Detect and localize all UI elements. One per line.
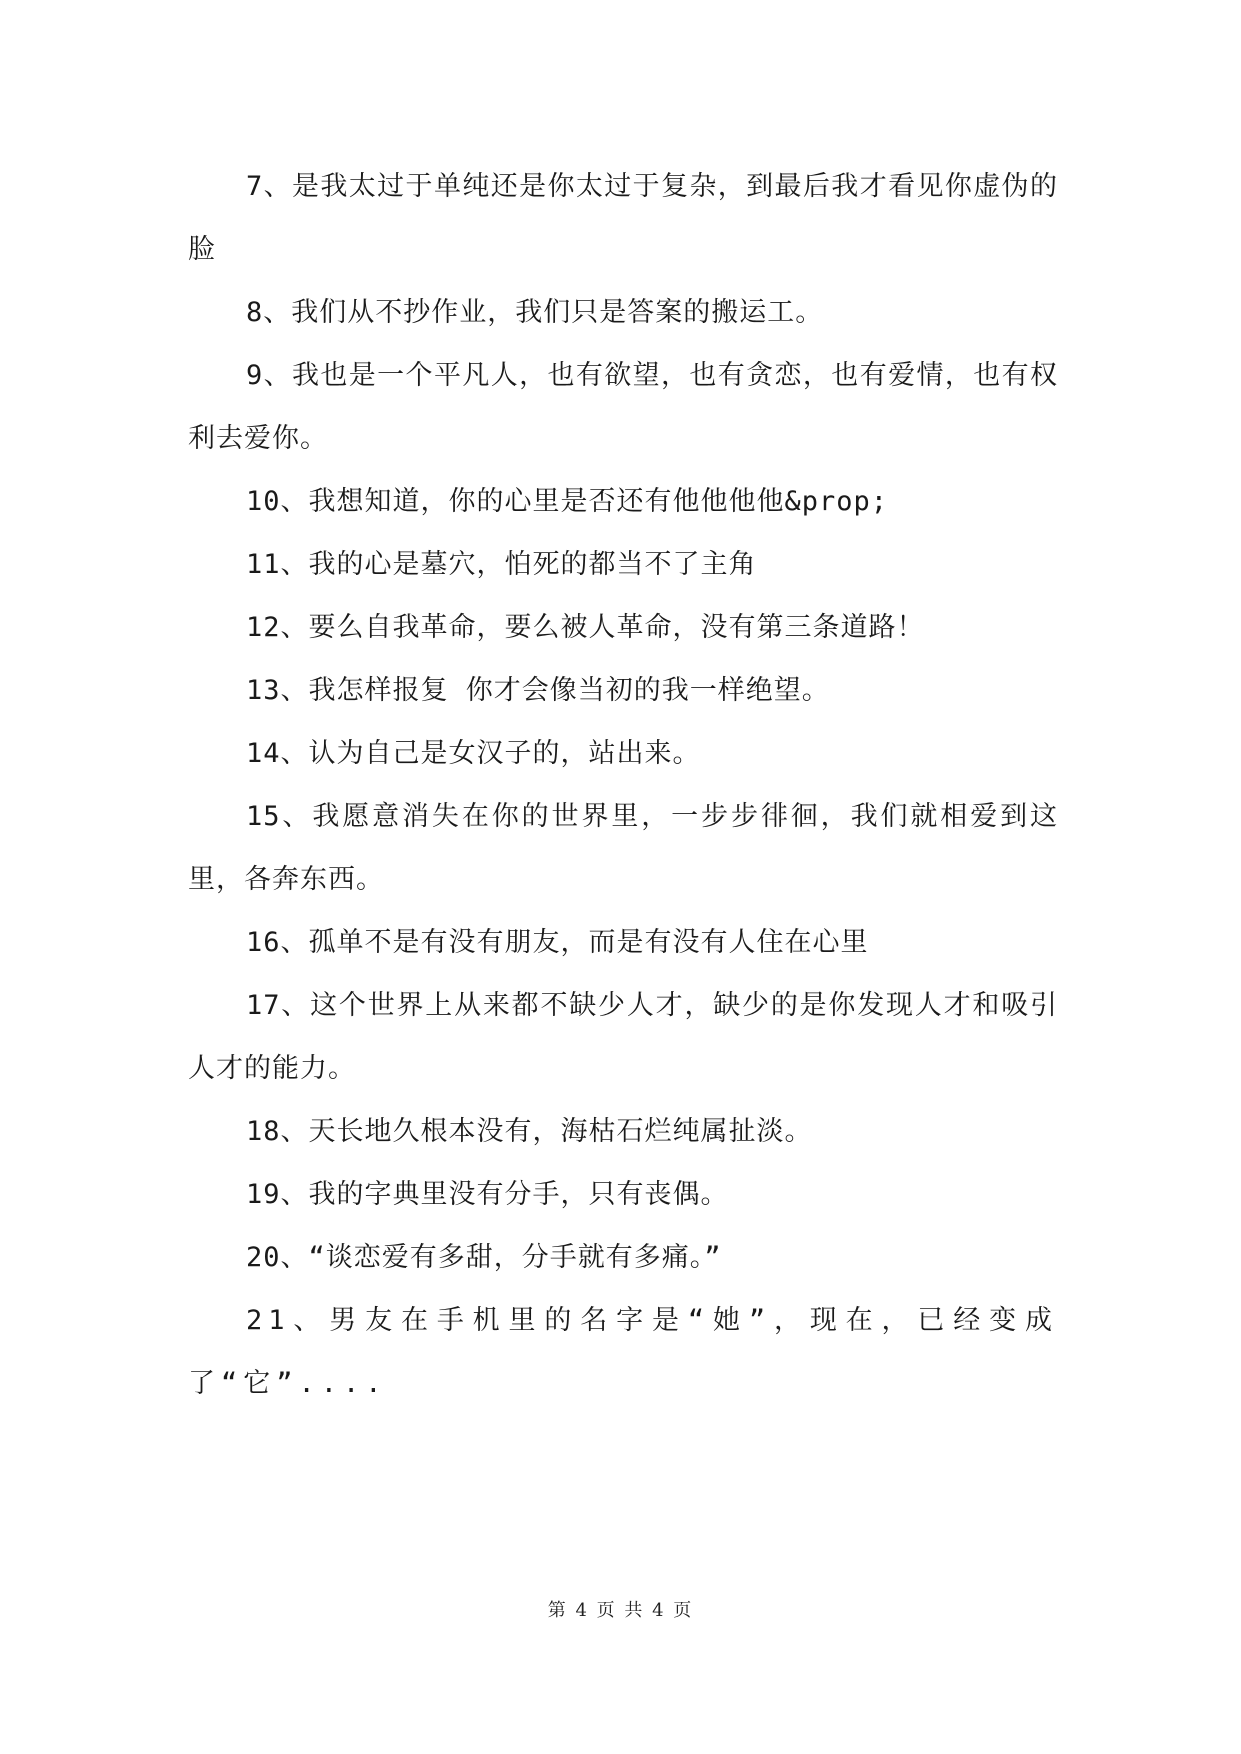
list-item: 21、男友在手机里的名字是“她”，现在，已经变成了“它”.... [188, 1305, 1058, 1399]
list-item: 18、天长地久根本没有，海枯石烂纯属扯淡。 [246, 1116, 813, 1147]
list-item: 8、我们从不抄作业，我们只是答案的搬运工。 [246, 297, 824, 328]
list-item: 17、这个世界上从来都不缺少人才，缺少的是你发现人才和吸引人才的能力。 [188, 990, 1058, 1084]
list-item: 16、孤单不是有没有朋友，而是有没有人住在心里 [246, 927, 869, 958]
page-number-footer: 第 4 页 共 4 页 [547, 1600, 694, 1621]
list-item: 14、认为自己是女汉子的，站出来。 [246, 738, 701, 769]
list-item: 9、我也是一个平凡人，也有欲望，也有贪恋，也有爱情，也有权利去爱你。 [188, 360, 1058, 454]
list-item: 15、我愿意消失在你的世界里，一步步徘徊，我们就相爱到这里，各奔东西。 [188, 801, 1058, 895]
list-item: 7、是我太过于单纯还是你太过于复杂，到最后我才看见你虚伪的脸 [188, 171, 1058, 265]
list-item: 10、我想知道，你的心里是否还有他他他他&prop; [246, 486, 889, 517]
list-item: 19、我的字典里没有分手，只有丧偶。 [246, 1179, 729, 1210]
quote-list [188, 155, 1058, 1415]
list-item: 11、我的心是墓穴，怕死的都当不了主角 [246, 549, 757, 580]
list-item: 13、我怎样报复 你才会像当初的我一样绝望。 [246, 675, 830, 706]
list-item: 12、要么自我革命，要么被人革命，没有第三条道路！ [246, 612, 925, 643]
list-item: 20、“谈恋爱有多甜，分手就有多痛。” [246, 1242, 722, 1273]
